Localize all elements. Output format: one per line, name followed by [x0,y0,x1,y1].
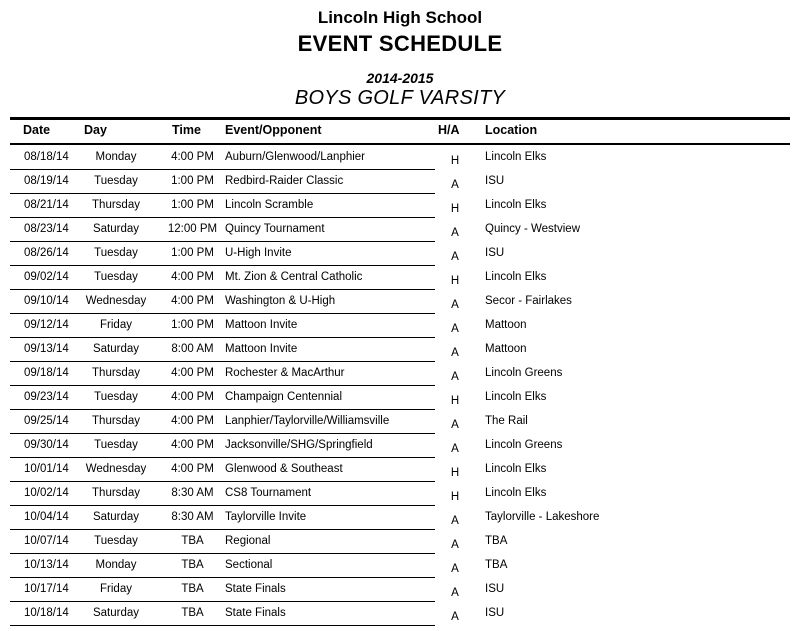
date-cell: 10/13/14 [10,553,72,577]
event-cell: Regional [225,529,435,553]
location-cell: Lincoln Elks [485,463,547,475]
day-cell: Thursday [72,481,160,505]
day-cell: Saturday [72,337,160,361]
schedule-row [10,289,790,313]
event-cell: Sectional [225,553,435,577]
date-cell: 08/21/14 [10,193,72,217]
date-cell: 09/02/14 [10,265,72,289]
location-cell: ISU [485,247,505,259]
date-cell: 10/01/14 [10,457,72,481]
ha-cell: A [451,539,459,551]
day-cell: Thursday [72,409,160,433]
schedule-row [10,481,790,505]
time-cell: 4:00 PM [160,361,225,385]
date-cell: 10/04/14 [10,505,72,529]
location-cell: Quincy - Westview [485,223,581,235]
date-cell: 09/12/14 [10,313,72,337]
schedule-row [10,169,790,193]
day-cell: Friday [72,313,160,337]
event-cell: Lanphier/Taylorville/Williamsville [225,409,435,433]
schedule-row [10,385,790,409]
team-name: BOYS GOLF VARSITY [294,87,506,109]
location-cell: Taylorville - Lakeshore [485,511,600,523]
location-cell: Lincoln Greens [485,439,563,451]
location-cell: ISU [485,583,505,595]
ha-cell: A [451,299,459,311]
ha-cell: A [451,251,459,263]
ha-cell: A [451,515,459,527]
location-cell: Lincoln Greens [485,367,563,379]
event-cell: Mt. Zion & Central Catholic [225,265,435,289]
date-cell: 08/19/14 [10,169,72,193]
day-cell: Wednesday [72,457,160,481]
schedule-row [10,313,790,337]
day-cell: Thursday [72,193,160,217]
time-cell: TBA [160,601,225,625]
schedule-row [10,337,790,361]
event-cell: Rochester & MacArthur [225,361,435,385]
location-cell: Lincoln Elks [485,151,547,163]
ha-cell: A [451,443,459,455]
ha-cell: A [451,371,459,383]
day-cell: Wednesday [72,289,160,313]
day-cell: Tuesday [72,169,160,193]
time-cell: 1:00 PM [160,193,225,217]
date-cell: 09/30/14 [10,433,72,457]
day-cell: Monday [72,144,160,169]
event-cell: Mattoon Invite [225,337,435,361]
ha-cell: A [451,563,459,575]
location-cell: ISU [485,175,505,187]
schedule-row [10,601,790,625]
event-cell: U-High Invite [225,241,435,265]
event-cell: Quincy Tournament [225,217,435,241]
event-cell: Jacksonville/SHG/Springfield [225,433,435,457]
column-header-day: Day [72,119,160,145]
time-cell: 1:00 PM [160,313,225,337]
time-cell: 12:00 PM [160,217,225,241]
schedule-row [10,193,790,217]
location-cell: Secor - Fairlakes [485,295,572,307]
time-cell: 4:00 PM [160,457,225,481]
time-cell: 8:30 AM [160,505,225,529]
date-cell: 09/18/14 [10,361,72,385]
date-cell: 09/10/14 [10,289,72,313]
schedule-row [10,553,790,577]
time-cell: 4:00 PM [160,433,225,457]
ha-cell: A [451,419,459,431]
day-cell: Tuesday [72,529,160,553]
schedule-row [10,217,790,241]
schedule-row [10,409,790,433]
document-header [10,8,790,110]
time-cell: TBA [160,529,225,553]
time-cell: 8:30 AM [160,481,225,505]
event-cell: Lincoln Scramble [225,193,435,217]
time-cell: 4:00 PM [160,409,225,433]
column-header-ha: H/A [435,119,475,145]
event-cell: State Finals [225,577,435,601]
ha-cell: H [450,203,460,215]
location-cell: The Rail [485,415,528,427]
location-cell: TBA [485,559,508,571]
time-cell: TBA [160,577,225,601]
schedule-row [10,361,790,385]
location-cell: Lincoln Elks [485,391,547,403]
date-cell: 09/25/14 [10,409,72,433]
event-cell: Mattoon Invite [225,313,435,337]
season-label: 2014-2015 [366,70,434,86]
day-cell: Tuesday [72,433,160,457]
location-cell: Lincoln Elks [485,487,547,499]
event-cell: Glenwood & Southeast [225,457,435,481]
ha-cell: A [451,323,459,335]
ha-cell: H [450,155,460,167]
event-cell: Redbird-Raider Classic [225,169,435,193]
schedule-table [10,117,790,626]
day-cell: Saturday [72,505,160,529]
column-header-date: Date [10,119,72,145]
schedule-row [10,144,790,169]
day-cell: Tuesday [72,241,160,265]
time-cell: 8:00 AM [160,337,225,361]
time-cell: 1:00 PM [160,169,225,193]
schedule-row [10,265,790,289]
time-cell: 4:00 PM [160,265,225,289]
day-cell: Saturday [72,217,160,241]
ha-cell: H [450,275,460,287]
event-cell: State Finals [225,601,435,625]
column-header-location: Location [475,119,790,145]
location-cell: Lincoln Elks [485,271,547,283]
date-cell: 09/13/14 [10,337,72,361]
day-cell: Monday [72,553,160,577]
location-cell: Lincoln Elks [485,199,547,211]
table-header-row [10,119,790,145]
day-cell: Thursday [72,361,160,385]
time-cell: 4:00 PM [160,289,225,313]
schedule-row [10,529,790,553]
day-cell: Saturday [72,601,160,625]
location-cell: Mattoon [485,343,527,355]
event-cell: CS8 Tournament [225,481,435,505]
day-cell: Tuesday [72,385,160,409]
day-cell: Tuesday [72,265,160,289]
date-cell: 10/17/14 [10,577,72,601]
event-cell: Champaign Centennial [225,385,435,409]
location-cell: Mattoon [485,319,527,331]
schedule-row [10,457,790,481]
event-cell: Auburn/Glenwood/Lanphier [225,144,435,169]
ha-cell: H [450,395,460,407]
ha-cell: H [450,467,460,479]
location-cell: TBA [485,535,508,547]
date-cell: 08/18/14 [10,144,72,169]
date-cell: 10/02/14 [10,481,72,505]
ha-cell: A [451,347,459,359]
ha-cell: A [451,179,459,191]
school-name: Lincoln High School [317,8,483,27]
event-cell: Washington & U-High [225,289,435,313]
date-cell: 08/23/14 [10,217,72,241]
schedule-row [10,577,790,601]
ha-cell: A [451,611,459,623]
time-cell: TBA [160,553,225,577]
ha-cell: H [450,491,460,503]
column-header-time: Time [160,119,225,145]
document-title: EVENT SCHEDULE [297,31,503,56]
column-header-event: Event/Opponent [225,119,435,145]
time-cell: 4:00 PM [160,385,225,409]
day-cell: Friday [72,577,160,601]
location-cell: ISU [485,607,505,619]
schedule-row [10,241,790,265]
schedule-row [10,505,790,529]
schedule-table-body [10,144,790,625]
ha-cell: A [451,587,459,599]
date-cell: 09/23/14 [10,385,72,409]
time-cell: 4:00 PM [160,144,225,169]
event-cell: Taylorville Invite [225,505,435,529]
schedule-row [10,433,790,457]
time-cell: 1:00 PM [160,241,225,265]
date-cell: 08/26/14 [10,241,72,265]
ha-cell: A [451,227,459,239]
date-cell: 10/18/14 [10,601,72,625]
date-cell: 10/07/14 [10,529,72,553]
